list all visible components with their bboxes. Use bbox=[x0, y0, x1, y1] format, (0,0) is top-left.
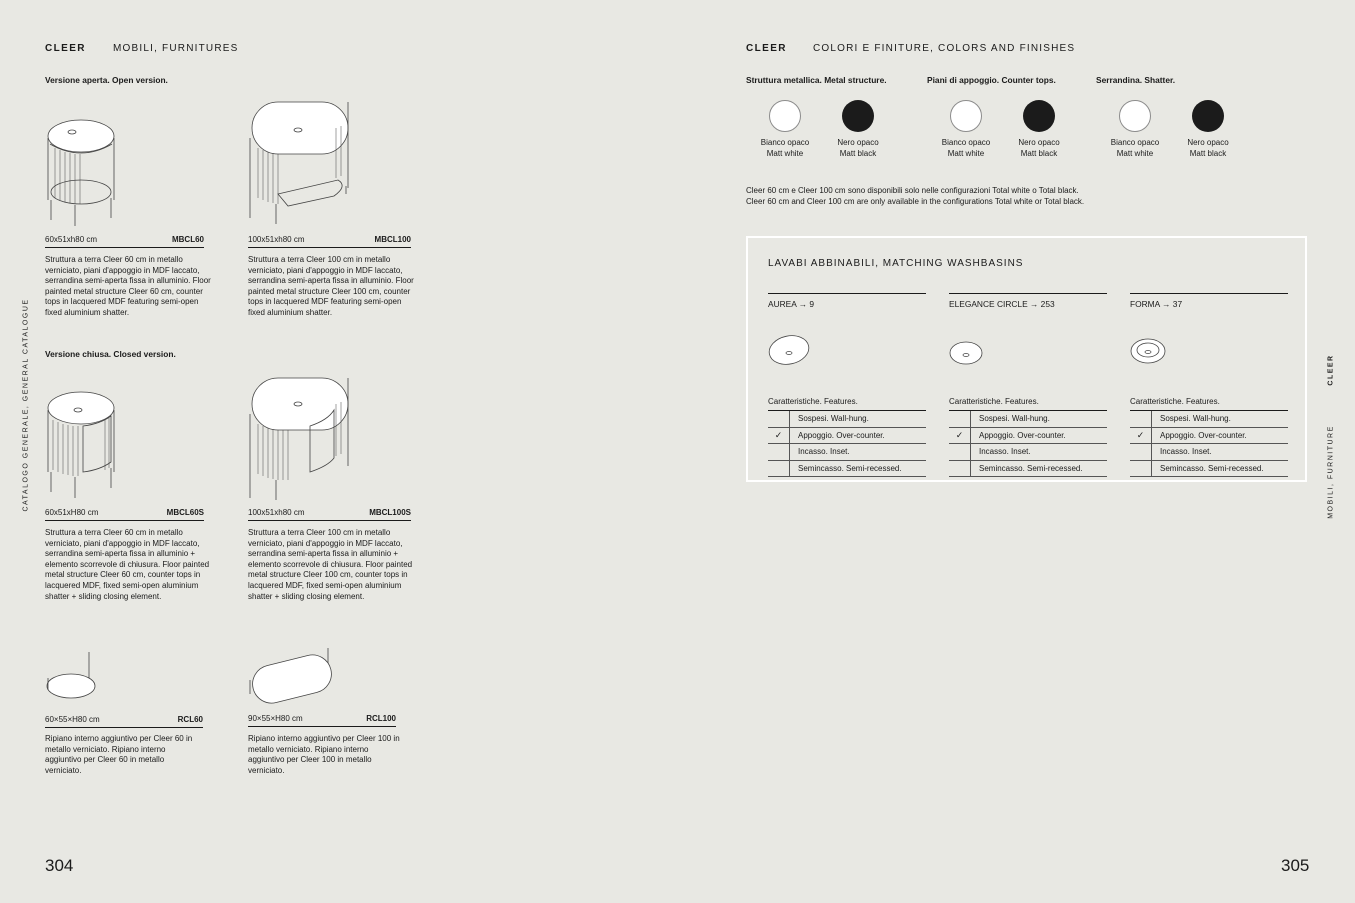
rcl100-caption bbox=[248, 714, 396, 727]
swatch-label: Bianco opaco Matt white bbox=[941, 138, 991, 158]
mbcl60s-description: Struttura a terra Cleer 60 cm in metallo verniciato, piani d'appoggio in MDF laccato, serrandina semi-aperta fissa in alluminio + elemento scorrevole di chiusura. Floor painted metal structure Cleer 60 cm, counter tops in lacquered MDF, fixed semi-open aluminium shatter + sliding closing element. bbox=[45, 528, 210, 601]
feature-label: Sospesi. Wall-hung. bbox=[798, 414, 869, 424]
feature-label: Sospesi. Wall-hung. bbox=[1160, 414, 1231, 424]
feature-row bbox=[949, 461, 1107, 478]
check-cell bbox=[768, 461, 790, 477]
features-table bbox=[1130, 410, 1288, 477]
product-dims: 60x51xh80 cm bbox=[45, 235, 98, 244]
check-cell bbox=[768, 411, 790, 427]
product-code: RCL60 bbox=[177, 715, 203, 724]
check-cell bbox=[768, 444, 790, 460]
mbcl60-caption bbox=[45, 235, 204, 248]
washbasin-col-elegance-circle bbox=[949, 293, 1107, 477]
feature-row bbox=[1130, 411, 1288, 428]
check-cell bbox=[949, 461, 971, 477]
washbasin-link[interactable]: ELEGANCE CIRCLE → 253 bbox=[949, 293, 1107, 309]
feature-label: Sospesi. Wall-hung. bbox=[979, 414, 1050, 424]
panel-title: LAVABI ABBINABILI, MATCHING WASHBASINS bbox=[768, 258, 1024, 269]
mbcl100s-illustration bbox=[248, 374, 352, 504]
swatch-metal-white bbox=[750, 100, 820, 159]
swatch-circle bbox=[842, 100, 874, 132]
open-version-heading: Versione aperta. Open version. bbox=[45, 75, 168, 85]
swatch-label: Nero opaco Matt black bbox=[837, 138, 879, 158]
feature-row bbox=[768, 428, 926, 445]
check-icon: ✓ bbox=[1130, 428, 1152, 444]
feature-label: Semincasso. Semi-recessed. bbox=[798, 463, 902, 473]
check-cell bbox=[1130, 411, 1152, 427]
product-dims: 100x51xh80 cm bbox=[248, 508, 305, 517]
feature-row bbox=[1130, 428, 1288, 445]
check-cell bbox=[1130, 444, 1152, 460]
washbasin-col-forma bbox=[1130, 293, 1288, 477]
closed-version-heading: Versione chiusa. Closed version. bbox=[45, 349, 176, 359]
swatch-top-white bbox=[931, 100, 1001, 159]
shatter-heading: Serrandina. Shatter. bbox=[1096, 75, 1176, 85]
check-icon: ✓ bbox=[768, 428, 790, 444]
swatch-shatter-white bbox=[1100, 100, 1170, 159]
right-side-brand: CLEER bbox=[1327, 354, 1335, 386]
feature-label: Semincasso. Semi-recessed. bbox=[1160, 463, 1264, 473]
washbasin-link[interactable]: FORMA → 37 bbox=[1130, 293, 1288, 309]
feature-row bbox=[949, 428, 1107, 445]
feature-row bbox=[1130, 461, 1288, 478]
mbcl60s-illustration bbox=[45, 382, 125, 500]
availability-note-en: Cleer 60 cm and Cleer 100 cm are only available in the configurations Total white or Total black. bbox=[746, 197, 1085, 206]
mbcl100-caption bbox=[248, 235, 411, 248]
washbasin-aurea-illustration bbox=[768, 309, 926, 381]
feature-label: Incasso. Inset. bbox=[1160, 447, 1212, 457]
mbcl100s-caption bbox=[248, 508, 411, 521]
check-cell bbox=[949, 444, 971, 460]
features-table bbox=[949, 410, 1107, 477]
check-cell bbox=[949, 411, 971, 427]
product-code: MBCL100S bbox=[369, 508, 411, 517]
feature-row bbox=[949, 444, 1107, 461]
product-dims: 100x51xh80 cm bbox=[248, 235, 305, 244]
feature-label: Incasso. Inset. bbox=[979, 447, 1031, 457]
right-side-label: MOBILI, FURNITURE bbox=[1327, 425, 1335, 519]
features-heading: Caratteristiche. Features. bbox=[949, 397, 1039, 406]
check-cell bbox=[1130, 461, 1152, 477]
swatch-label: Nero opaco Matt black bbox=[1187, 138, 1229, 158]
mbcl100-description: Struttura a terra Cleer 100 cm in metallo verniciato, piani d'appoggio in MDF laccato, serrandina semi-aperta fissa in alluminio. Floor painted metal structure Cleer 100 cm, counter tops in lacquered MDF featuring semi-open fixed aluminium shatter. bbox=[248, 255, 414, 317]
swatch-shatter-black bbox=[1173, 100, 1243, 159]
product-code: MBCL60 bbox=[171, 235, 204, 244]
swatch-top-black bbox=[1004, 100, 1074, 159]
product-code: RCL100 bbox=[366, 714, 396, 723]
product-code: MBCL60S bbox=[166, 508, 204, 517]
swatch-label: Nero opaco Matt black bbox=[1018, 138, 1060, 158]
feature-label: Incasso. Inset. bbox=[798, 447, 850, 457]
feature-row bbox=[1130, 444, 1288, 461]
features-heading: Caratteristiche. Features. bbox=[768, 397, 858, 406]
washbasin-elegance-illustration bbox=[949, 309, 1107, 381]
feature-row bbox=[768, 461, 926, 478]
rcl60-caption bbox=[45, 715, 203, 728]
feature-label: Appoggio. Over-counter. bbox=[1160, 430, 1247, 440]
rcl60-illustration bbox=[45, 650, 101, 702]
page-number-left: 304 bbox=[45, 856, 74, 875]
left-brand: CLEER bbox=[45, 43, 86, 54]
metal-structure-heading: Struttura metallica. Metal structure. bbox=[746, 75, 887, 85]
check-icon: ✓ bbox=[949, 428, 971, 444]
washbasin-link[interactable]: AUREA → 9 bbox=[768, 293, 926, 309]
swatch-circle bbox=[1023, 100, 1055, 132]
counter-tops-heading: Piani di appoggio. Counter tops. bbox=[927, 75, 1056, 85]
washbasin-col-aurea bbox=[768, 293, 926, 477]
feature-label: Semincasso. Semi-recessed. bbox=[979, 463, 1083, 473]
product-dims: 90×55×H80 cm bbox=[248, 714, 303, 723]
feature-row bbox=[949, 411, 1107, 428]
swatch-circle bbox=[1192, 100, 1224, 132]
rcl100-illustration bbox=[248, 646, 338, 704]
availability-note-it: Cleer 60 cm e Cleer 100 cm sono disponibili solo nelle configurazioni Total white o Total black. bbox=[746, 186, 1079, 195]
rcl60-description: Ripiano interno aggiuntivo per Cleer 60 in metallo verniciato. Ripiano interno aggiuntivo per Cleer 60 in metallo verniciato. bbox=[45, 734, 193, 775]
swatch-circle bbox=[950, 100, 982, 132]
left-section-title: MOBILI, FURNITURES bbox=[113, 43, 239, 54]
mbcl60-illustration bbox=[45, 110, 125, 228]
mbcl100-illustration bbox=[248, 98, 352, 228]
feature-label: Appoggio. Over-counter. bbox=[798, 430, 885, 440]
swatch-metal-black bbox=[823, 100, 893, 159]
features-heading: Caratteristiche. Features. bbox=[1130, 397, 1220, 406]
availability-note bbox=[746, 185, 1084, 207]
swatch-label: Bianco opaco Matt white bbox=[1110, 138, 1160, 158]
page-number-right: 305 bbox=[1281, 856, 1310, 875]
product-dims: 60x51xH80 cm bbox=[45, 508, 99, 517]
feature-label: Appoggio. Over-counter. bbox=[979, 430, 1066, 440]
right-section-title: COLORI E FINITURE, COLORS AND FINISHES bbox=[813, 43, 1076, 54]
swatch-circle bbox=[1119, 100, 1151, 132]
rcl100-description: Ripiano interno aggiuntivo per Cleer 100 in metallo verniciato. Ripiano interno aggiuntivo per Cleer 100 in metallo verniciato. bbox=[248, 734, 400, 775]
swatch-circle bbox=[769, 100, 801, 132]
product-code: MBCL100 bbox=[374, 235, 411, 244]
features-table bbox=[768, 410, 926, 477]
mbcl60s-caption bbox=[45, 508, 204, 521]
mbcl100s-description: Struttura a terra Cleer 100 cm in metallo verniciato, piani d'appoggio in MDF laccato, serrandina semi-aperta fissa in alluminio + elemento scorrevole di chiusura. Floor painted metal structure Cleer 100 cm, counter tops in lacquered MDF, fixed semi-open aluminium shatter + sliding closing element. bbox=[248, 528, 413, 601]
mbcl60-description: Struttura a terra Cleer 60 cm in metallo verniciato, piani d'appoggio in MDF laccato, serrandina semi-aperta fissa in alluminio. Floor painted metal structure Cleer 60 cm, counter tops in lacquered MDF featuring semi-open fixed aluminium shatter. bbox=[45, 255, 211, 317]
swatch-label: Bianco opaco Matt white bbox=[760, 138, 810, 158]
feature-row bbox=[768, 444, 926, 461]
feature-row bbox=[768, 411, 926, 428]
matching-washbasins-panel bbox=[746, 236, 1307, 482]
washbasin-forma-illustration bbox=[1130, 309, 1288, 381]
product-dims: 60×55×H80 cm bbox=[45, 715, 100, 724]
right-brand: CLEER bbox=[746, 43, 787, 54]
left-side-label: CATALOGO GENERALE, GENERAL CATALOGUE bbox=[22, 298, 30, 512]
